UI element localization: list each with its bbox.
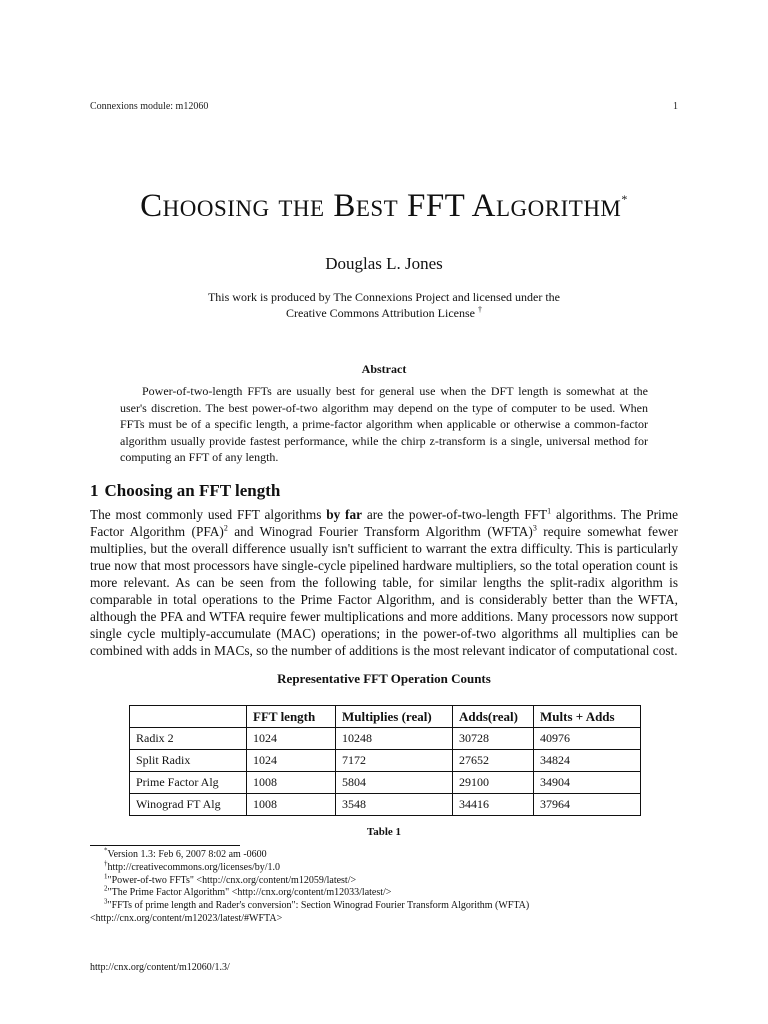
- table-cell: 1024: [247, 750, 336, 772]
- table-cell: 34416: [453, 794, 534, 816]
- table-cell: 30728: [453, 728, 534, 750]
- operation-counts-table: [129, 705, 641, 816]
- section-heading: [90, 481, 280, 501]
- paragraph-text: and Winograd Fourier Transform Algorithm (WFTA): [227, 524, 533, 539]
- footnote-mark: 2: [104, 885, 108, 894]
- footnote-3-url[interactable]: <http://cnx.org/content/m12023/latest/#WFTA>: [90, 912, 283, 924]
- column-header: Multiplies (real): [336, 706, 453, 728]
- table-row: [130, 772, 641, 794]
- column-header: [130, 706, 247, 728]
- table-cell: 40976: [534, 728, 641, 750]
- footnote-3: [90, 897, 690, 913]
- footnote-mark: 1: [104, 872, 108, 881]
- table-header-row: [130, 706, 641, 728]
- footnote-ref-3[interactable]: 3: [532, 523, 537, 533]
- table-cell: 34904: [534, 772, 641, 794]
- footnote-text: Version 1.3: Feb 6, 2007 8:02 am -0600: [107, 849, 267, 860]
- table-cell: 27652: [453, 750, 534, 772]
- table-cell: Radix 2: [130, 728, 247, 750]
- footnote-link[interactable]: "The Prime Factor Algorithm" <http://cnx.org/content/m12033/latest/>: [107, 887, 392, 899]
- table-heading: Representative FFT Operation Counts: [277, 671, 491, 686]
- section-number: 1: [90, 481, 99, 500]
- footnote-link[interactable]: http://creativecommons.org/licenses/by/1.0: [107, 861, 281, 873]
- footnote-ref-1[interactable]: 1: [547, 506, 552, 516]
- table-cell: 1024: [247, 728, 336, 750]
- section-paragraph: [90, 506, 678, 659]
- license-line-2: [0, 305, 768, 321]
- paragraph-text: are the power-of-two-length FFT: [362, 507, 548, 522]
- column-header: Mults + Adds: [534, 706, 641, 728]
- footnote-1: [90, 872, 690, 888]
- paragraph-text: The most commonly used FFT algorithms: [90, 507, 327, 522]
- table-cell: 37964: [534, 794, 641, 816]
- table-caption: Table 1: [366, 826, 402, 838]
- column-header: Adds(real): [453, 706, 534, 728]
- section-title: Choosing an FFT length: [104, 481, 281, 500]
- paragraph-text: algorithms. The Prime Factor Algorithm (PFA): [90, 507, 678, 539]
- table-cell: 10248: [336, 728, 453, 750]
- table-cell: 5804: [336, 772, 453, 794]
- abstract-body: Power-of-two-length FFTs are usually best for general use when the DFT length is somewhat at the user's discretion. The best power-of-two algorithm may depend on the type of computer to be used. When FFTs must be of a specific length, a prime-factor algorithm when applicable or otherwise a common-factor algorithm usually provide fastest performance, while the chirp z-transform is a single, universal method for computing an FFT of any length.: [120, 384, 648, 464]
- footnote-mark: †: [104, 859, 108, 868]
- abstract-heading: Abstract: [361, 362, 407, 376]
- running-header-module: Connexions module: m12060: [90, 101, 209, 112]
- title-footnote-mark: *: [621, 192, 628, 206]
- footnote-text: "FFTs of prime length and Rader's conversion": Section Winograd Fourier Transform Algorithm (WFTA): [107, 900, 530, 912]
- table-cell: 29100: [453, 772, 534, 794]
- title-text: Choosing the Best FFT Algorithm: [140, 188, 622, 224]
- table-cell: Prime Factor Alg: [130, 772, 247, 794]
- footnote-mark: 3: [104, 897, 108, 906]
- page-footer-url[interactable]: http://cnx.org/content/m12060/1.3/: [90, 962, 230, 973]
- table-cell: 7172: [336, 750, 453, 772]
- table-cell: 1008: [247, 794, 336, 816]
- footnote-license-url: [90, 859, 690, 875]
- table-cell: 34824: [534, 750, 641, 772]
- table-row: [130, 794, 641, 816]
- paragraph-emphasis: by far: [326, 507, 363, 522]
- footnote-version: [90, 846, 690, 862]
- footnote-mark: *: [104, 846, 108, 855]
- license-line-1: This work is produced by The Connexions Project and licensed under the: [207, 290, 561, 304]
- column-header: FFT length: [247, 706, 336, 728]
- footnote-ref-2[interactable]: 2: [223, 523, 228, 533]
- footnotes: [90, 846, 690, 926]
- license-link-text: Creative Commons Attribution License: [286, 306, 475, 320]
- table-cell: Split Radix: [130, 750, 247, 772]
- table-cell: Winograd FT Alg: [130, 794, 247, 816]
- table-row: [130, 750, 641, 772]
- document-title: [0, 188, 768, 225]
- footnote-divider: [90, 845, 240, 846]
- license-footnote-mark: †: [477, 305, 482, 314]
- paragraph-text: require somewhat fewer multiplies, but the overall difference usually isn't sufficient to warrant the extra difficulty. This is particularly true now that most processors have single-cycle pipelined hardware multipliers, so the total operation count is more relevant. As can be seen from the following table, for similar lengths the split-radix algorithm is comparable in total operations to the Prime Factor Algorithm, and is considerably better than the WFTA, although the PFA and WTFA require fewer multiplications and more additions. Many processors now support single cycle multiply-accumulate (MAC) operations; in the power-of-two algorithms all multiplies can be combined with adds in MACs, so the number of additions is the most relevant indicator of computational cost.: [90, 524, 678, 658]
- table-row: [130, 728, 641, 750]
- page-number: 1: [673, 101, 678, 112]
- author-name: Douglas L. Jones: [325, 254, 443, 273]
- table-cell: 1008: [247, 772, 336, 794]
- table-cell: 3548: [336, 794, 453, 816]
- footnote-2: [90, 887, 690, 900]
- footnote-link[interactable]: "Power-of-two FFTs" <http://cnx.org/content/m12059/latest/>: [107, 874, 357, 886]
